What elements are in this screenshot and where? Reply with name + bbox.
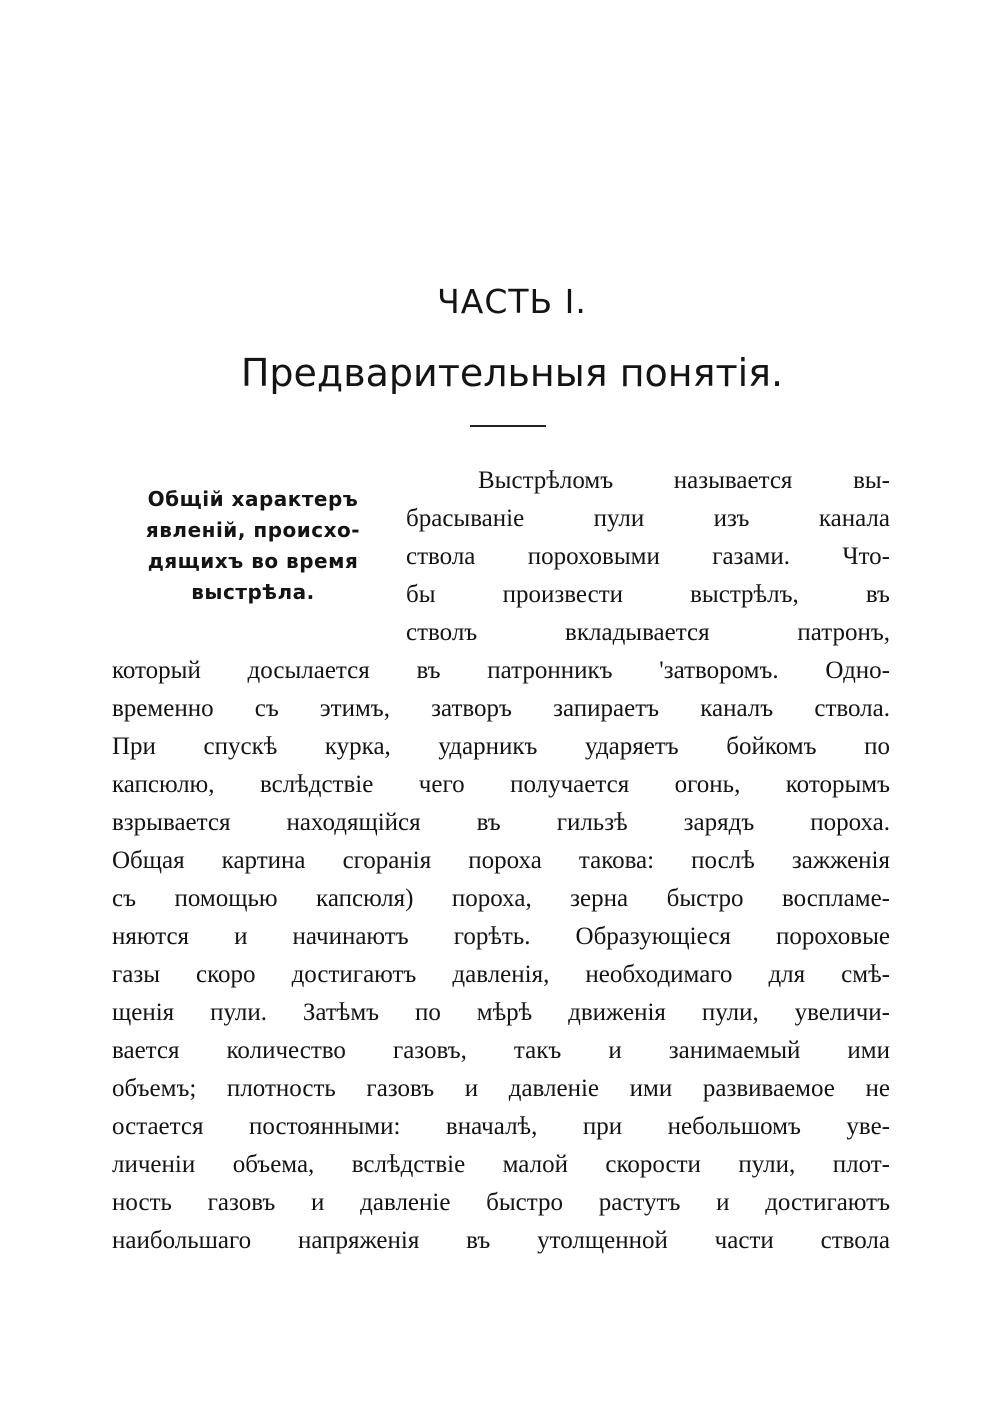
part-title: Предварительныя понятія.	[240, 351, 784, 395]
body-line: который досылается въ патронникъ 'затворомъ. Одно-	[112, 657, 890, 684]
body-line: щенія пули. Затѣмъ по мѣрѣ движенія пули, увеличи-	[112, 999, 890, 1026]
body-line: ность газовъ и давленіе быстро растутъ и достигаютъ	[112, 1189, 890, 1216]
body-line: взрывается находящійся въ гильзѣ зарядъ пороха.	[112, 809, 890, 836]
margin-note-line: выстрѣла.	[191, 580, 315, 604]
body-line: остается постоянными: вначалѣ, при небольшомъ уве-	[112, 1113, 890, 1140]
body-line: ствола пороховыми газами. Что-	[406, 543, 890, 570]
body-line: капсюлю, вслѣдствіе чего получается огонь, которымъ	[112, 771, 890, 798]
margin-note-line: Общій характеръ	[147, 487, 359, 511]
body-line: временно съ этимъ, затворъ запираетъ каналъ ствола.	[112, 695, 890, 722]
body-line: Общая картина сгоранія пороха такова: послѣ зажженія	[112, 847, 890, 874]
margin-note-line: дящихъ во время	[147, 549, 359, 573]
body-line: При спускѣ курка, ударникъ ударяетъ бойкомъ по	[112, 733, 890, 760]
body-line: стволъ вкладывается патронъ,	[406, 619, 890, 646]
body-line: бы произвести выстрѣлъ, въ	[406, 581, 890, 608]
part-heading: ЧАСТЬ I.	[437, 282, 587, 321]
body-line: газы скоро достигаютъ давленія, необходимаго для смѣ-	[112, 961, 890, 988]
body-line: брасываніе пули изъ канала	[406, 505, 890, 532]
body-line: вается количество газовъ, такъ и занимаемый ими	[112, 1037, 890, 1064]
section-divider	[470, 425, 546, 427]
margin-note-line: явленій, происхо-	[145, 518, 361, 542]
body-line: Выстрѣломъ называется вы-	[478, 467, 890, 494]
body-line: объемъ; плотность газовъ и давленіе ими развиваемое не	[112, 1075, 890, 1102]
body-line: личеніи объема, вслѣдствіе малой скорости пули, плот-	[112, 1151, 890, 1178]
margin-note	[112, 484, 394, 608]
body-line: наибольшаго напряженія въ утолщенной части ствола	[112, 1227, 890, 1254]
body-line: няются и начинаютъ горѣть. Образующіеся пороховые	[112, 923, 890, 950]
body-line: съ помощью капсюля) пороха, зерна быстро воспламе-	[112, 885, 890, 912]
